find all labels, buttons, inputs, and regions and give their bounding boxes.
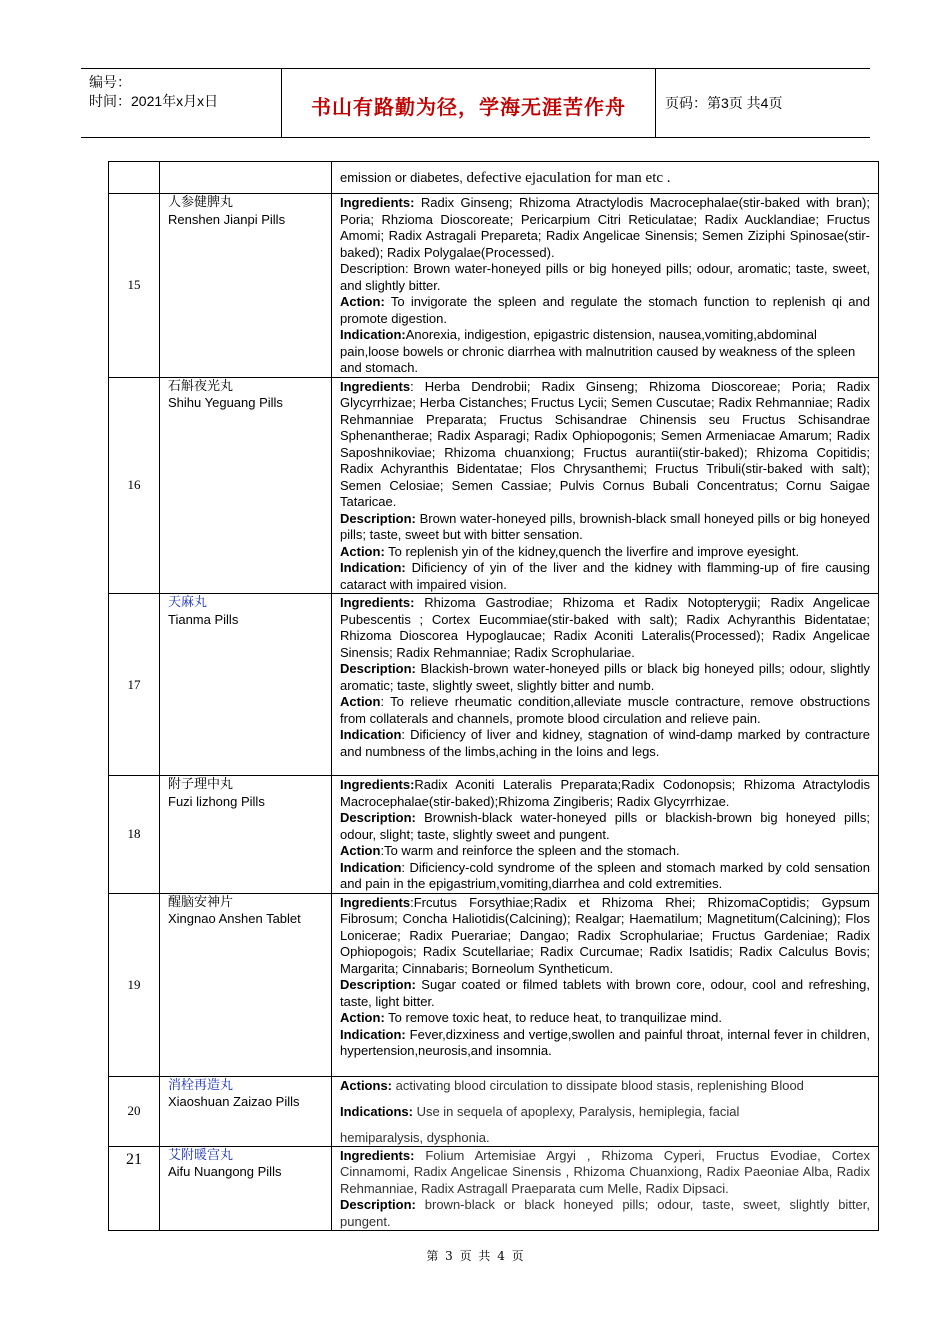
actions-label: Actions: (340, 1077, 392, 1093)
action-label: Action (340, 843, 381, 858)
page-footer: 第 3 页 共 4 页 (426, 1249, 524, 1263)
description-paragraph (340, 511, 870, 544)
description-paragraph (340, 661, 870, 694)
table-row (109, 1076, 879, 1146)
medicine-details-cell (332, 1076, 879, 1146)
ingredients-text: Radix Ginseng; Rhizoma Atractylodis Macrocephalae(stir-baked with bran); Poria; Rhzioma Dioscoreate; Pericarpium Citri Reticulatae; Radix Aucklandiae; Fructus Amomi; Radix Astragali Prepareta; Radix Angelicae Sinensis; Semen Ziziphi Spinosae(stir-baked); Radix Polygalae(Processed). (340, 195, 870, 260)
ingredients-label: Ingredients: (340, 595, 415, 610)
action-text: :To warm and reinforce the spleen and the stomach. (380, 843, 680, 858)
description-label: Description: (340, 510, 416, 526)
row-number: 21 (109, 1146, 160, 1231)
ingredients-text: Folium Artemisiae Argyi , Rhizoma Cyperi, Fructus Evodiae, Cortex Cinnamomi, Radix Angelicae Sinensis , Rhizoma Chuanxiong, Radix Paeoniae Alba, Radix Rehmanniae, Radix Astragall Praeparata cum Melle, Radix Dipsaci. (340, 1147, 870, 1196)
indication-paragraph (340, 327, 870, 377)
medicine-name-en: Renshen Jianpi Pills (168, 211, 286, 227)
action-label: Action: (340, 1010, 385, 1025)
medicine-name-en: Xingnao Anshen Tablet (168, 911, 301, 926)
medicine-details-cell (332, 194, 879, 378)
medicine-name-cell (160, 1146, 332, 1231)
action-paragraph (340, 1010, 870, 1027)
table-row (109, 1146, 879, 1231)
row-number: 15 (109, 194, 160, 378)
medicine-name-en: Shihu Yeguang Pills (168, 395, 283, 410)
ingredients-label: Ingredients: (340, 777, 415, 792)
medicine-name-zh: 艾附暖宫丸 (168, 1147, 234, 1163)
medicine-name-en: Aifu Nuangong Pills (168, 1164, 282, 1179)
medicine-name-cell (160, 594, 332, 776)
row-number: 16 (109, 377, 160, 594)
action-label: Action: (340, 294, 385, 309)
medicine-details-cell (332, 776, 879, 894)
medicine-name-zh: 人参健脾丸 (168, 195, 234, 210)
description-text: Blackish-brown water-honeyed pills or black big honeyed pills; odour, slightly aromatic; taste, slightly sweet, slightly bitter and numb. (340, 661, 870, 693)
indication-text: Fever,dizxiness and vertige,swollen and painful throat, internal fever in children, hypertension,neurosis,and insomnia. (340, 1026, 870, 1058)
medicine-name-zh: 消栓再造丸 (168, 1077, 234, 1093)
indication-label: Indication: (340, 327, 406, 342)
indications-label: Indications: (340, 1103, 413, 1119)
row-number: 20 (109, 1076, 160, 1146)
continuation-text-serif: defective ejaculation for man etc . (466, 169, 671, 186)
ingredients-paragraph (340, 895, 870, 978)
medicine-details-cell (332, 1146, 879, 1231)
action-paragraph (340, 694, 870, 727)
ingredients-label: Ingredients: (340, 1147, 415, 1163)
description-text: Brown water-honeyed pills, brownish-black small honeyed pills or big honeyed pills; taste, sweet but with bitter sensation. (340, 510, 870, 542)
row-number: 17 (109, 594, 160, 776)
action-paragraph (340, 544, 870, 561)
medicine-name-cell (160, 377, 332, 594)
description-label: Description: (340, 977, 416, 992)
table-row (109, 162, 879, 194)
medicine-name-cell (160, 162, 332, 194)
description-label: Description: (340, 661, 416, 676)
description-label: Description: (340, 1197, 416, 1212)
action-label: Action: (340, 543, 385, 559)
description-text: brown-black or black honeyed pills; odour, taste, sweet, slightly bitter, pungent. (340, 1197, 870, 1229)
document-time-label: 时间：2021年x月x日 (89, 93, 219, 109)
ingredients-label: Ingredients (340, 894, 411, 910)
medicine-name-en: Xiaoshuan Zaizao Pills (168, 1094, 300, 1109)
table-row (109, 893, 879, 1076)
ingredients-text: Radix Aconiti Lateralis Preparata;Radix Codonopsis; Rhizoma Atractylodis Macrocephalae(stir-baked);Rhizoma Zingiberis; Radix Glycyrrhizae. (340, 777, 870, 809)
indication-text: : Dificiency-cold syndrome of the spleen and stomach marked by cold sensation and pain in the epigastrium,vomiting,diarrhea and cold extremities. (340, 859, 870, 891)
indications-continuation: hemiparalysis, dysphonia. (340, 1129, 490, 1145)
indications-paragraph (340, 1104, 870, 1120)
description-paragraph (340, 1197, 870, 1230)
medicine-details-cell (332, 162, 879, 194)
medicine-name-cell (160, 1076, 332, 1146)
table-row (109, 594, 879, 776)
ingredients-paragraph (340, 195, 870, 261)
description-paragraph: Description: Brown water-honeyed pills or big honeyed pills; odour, aromatic; taste, sweet, and slightly bitter. (340, 261, 870, 293)
description-label: Description: (340, 810, 416, 825)
header-divider (655, 69, 656, 137)
row-number (109, 162, 160, 194)
action-paragraph (340, 843, 870, 860)
medicine-name-cell (160, 194, 332, 378)
continuation-text: emission or diabetes, (340, 169, 467, 185)
description-paragraph (340, 810, 870, 843)
indication-paragraph (340, 560, 870, 593)
actions-text: activating blood circulation to dissipate blood stasis, replenishing Blood (392, 1077, 804, 1093)
spacer (340, 1120, 870, 1130)
ingredients-paragraph (340, 1148, 870, 1198)
description-text: Brownish-black water-honeyed pills or blackish-brown big honeyed pills; odour, slight; taste, slightly sweet and pungent. (340, 810, 870, 842)
table-row (109, 377, 879, 594)
header-motto: 书山有路勤为径，学海无涯苦作舟 (311, 95, 626, 119)
medicine-details-cell (332, 893, 879, 1076)
indication-text: : Dificiency of liver and kidney, stagnation of wind-damp marked by contracture and numbness of the limbs,aching in the loins and legs. (340, 727, 870, 759)
indication-text: Dificiency of yin of the liver and the kidney with flamming-up of fire causing cataract with impaired vision. (340, 560, 870, 592)
page-header (81, 68, 870, 138)
indications-text: Use in sequela of apoplexy, Paralysis, hemiplegia, facial (412, 1103, 740, 1119)
medicine-details-cell (332, 594, 879, 776)
header-meta (89, 73, 218, 111)
medicine-name-zh: 天麻丸 (168, 595, 208, 610)
action-text: To invigorate the spleen and regulate the stomach function to replenish qi and promote digestion. (340, 294, 870, 326)
medicine-details-cell (332, 377, 879, 594)
action-text: : To relieve rheumatic condition,alleviate muscle contracture, remove obstructions from collaterals and channels, promote blood circulation and relieve pain. (340, 694, 870, 726)
indication-label: Indication: (340, 560, 406, 575)
table-row (109, 194, 879, 378)
ingredients-paragraph (340, 777, 870, 810)
medicine-name-zh: 附子理中丸 (168, 777, 234, 792)
description-paragraph (340, 977, 870, 1010)
indication-text: Anorexia, indigestion, epigastric distension, nausea,vomiting,abdominal pain,loose bowels or chronic diarrhea with malnutrition caused by weakness of the spleen and stomach. (340, 327, 856, 375)
medicine-name-cell (160, 776, 332, 894)
ingredients-text: : Herba Dendrobii; Radix Ginseng; Rhizoma Dioscoreae; Poria; Radix Glycyrrhizae; Herba Cistanches; Fructus Lycii; Semen Cuscutae; Radix Rehmanniae; Radix Rehmanniae Preparata; Fructus Schisandrae Chinensis seu Fructus Schisandrae Sphenantherae; Radix Asparagi; Radix Ophiopogonis; Semen Armeniacae Amarum; Radix Saposhnikoviae; Rhizoma chuanxiong; Fructus aurantii(stir-baked); Rhizoma Copitidis; Radix Achyranthis Bidentatae; Flos Chrysanthemi; Fructus Tribuli(stir-baked with salt); Semen Celosiae; Semen Cassiae; Pulvis Cornus Bubali Concentratus; Cornu Saigae Tataricae. (340, 378, 870, 509)
row-number: 18 (109, 776, 160, 894)
indication-label: Indication: (340, 1026, 406, 1042)
medicine-name-zh: 醒脑安神片 (168, 894, 234, 910)
indication-paragraph (340, 860, 870, 893)
indication-label: Indication (340, 727, 402, 742)
action-text: To replenish yin of the kidney,quench the liverfire and improve eyesight. (384, 543, 800, 559)
indication-paragraph (340, 727, 870, 760)
actions-paragraph (340, 1078, 870, 1094)
action-paragraph (340, 294, 870, 327)
medicine-table (108, 161, 879, 1231)
row-number: 19 (109, 893, 160, 1076)
medicine-name-en: Fuzi lizhong Pills (168, 793, 265, 809)
medicine-name-en: Tianma Pills (168, 611, 239, 627)
action-label: Action (340, 694, 381, 709)
ingredients-text: :Frcutus Forsythiae;Radix et Rhizoma Rhei; RhizomaCoptidis; Gypsum Fibrosum; Concha Haliotidis(Calcining); Realgar; Haematilum; Magnetitum(Calcining); Flos Lonicerae; Radix Puerariae; Dangao; Radix Scrophulariae; Fructus Gardeniae; Radix Ophiopogois; Radix Scutellariae; Radix Curcumae; Radix Isatidis; Radix Calculus Bovis; Margarita; Cinnabaris; Borneolum Syntheticum. (340, 894, 870, 976)
medicine-name-cell (160, 893, 332, 1076)
ingredients-paragraph (340, 595, 870, 661)
spacer (340, 1094, 870, 1104)
document-number-label: 编号： (89, 74, 131, 90)
ingredients-paragraph (340, 379, 870, 511)
ingredients-label: Ingredients (340, 378, 411, 394)
indication-paragraph (340, 1027, 870, 1060)
description-text: Sugar coated or filmed tablets with brown core, odour, cool and refreshing, taste, light bitter. (340, 977, 870, 1009)
ingredients-text: Rhizoma Gastrodiae; Rhizoma et Radix Notopterygii; Radix Angelicae Pubescentis ; Cortex Eucommiae(stir-baked with salt); Radix Achyranthis Bidentatae; Rhizoma Dioscorea Hypoglaucae; Radix Aconiti Lateralis(Processed); Radix Angelicae Sinensis; Radix Rehmanniae; Radix Scrophulariae. (340, 595, 870, 660)
medicine-name-zh: 石斛夜光丸 (168, 378, 234, 394)
ingredients-label: Ingredients: (340, 195, 415, 210)
header-page-label: 页码：第3页 共4页 (665, 95, 783, 111)
indication-label: Indication (340, 859, 402, 875)
table-row (109, 776, 879, 894)
action-text: To remove toxic heat, to reduce heat, to tranquilizae mind. (384, 1010, 723, 1025)
